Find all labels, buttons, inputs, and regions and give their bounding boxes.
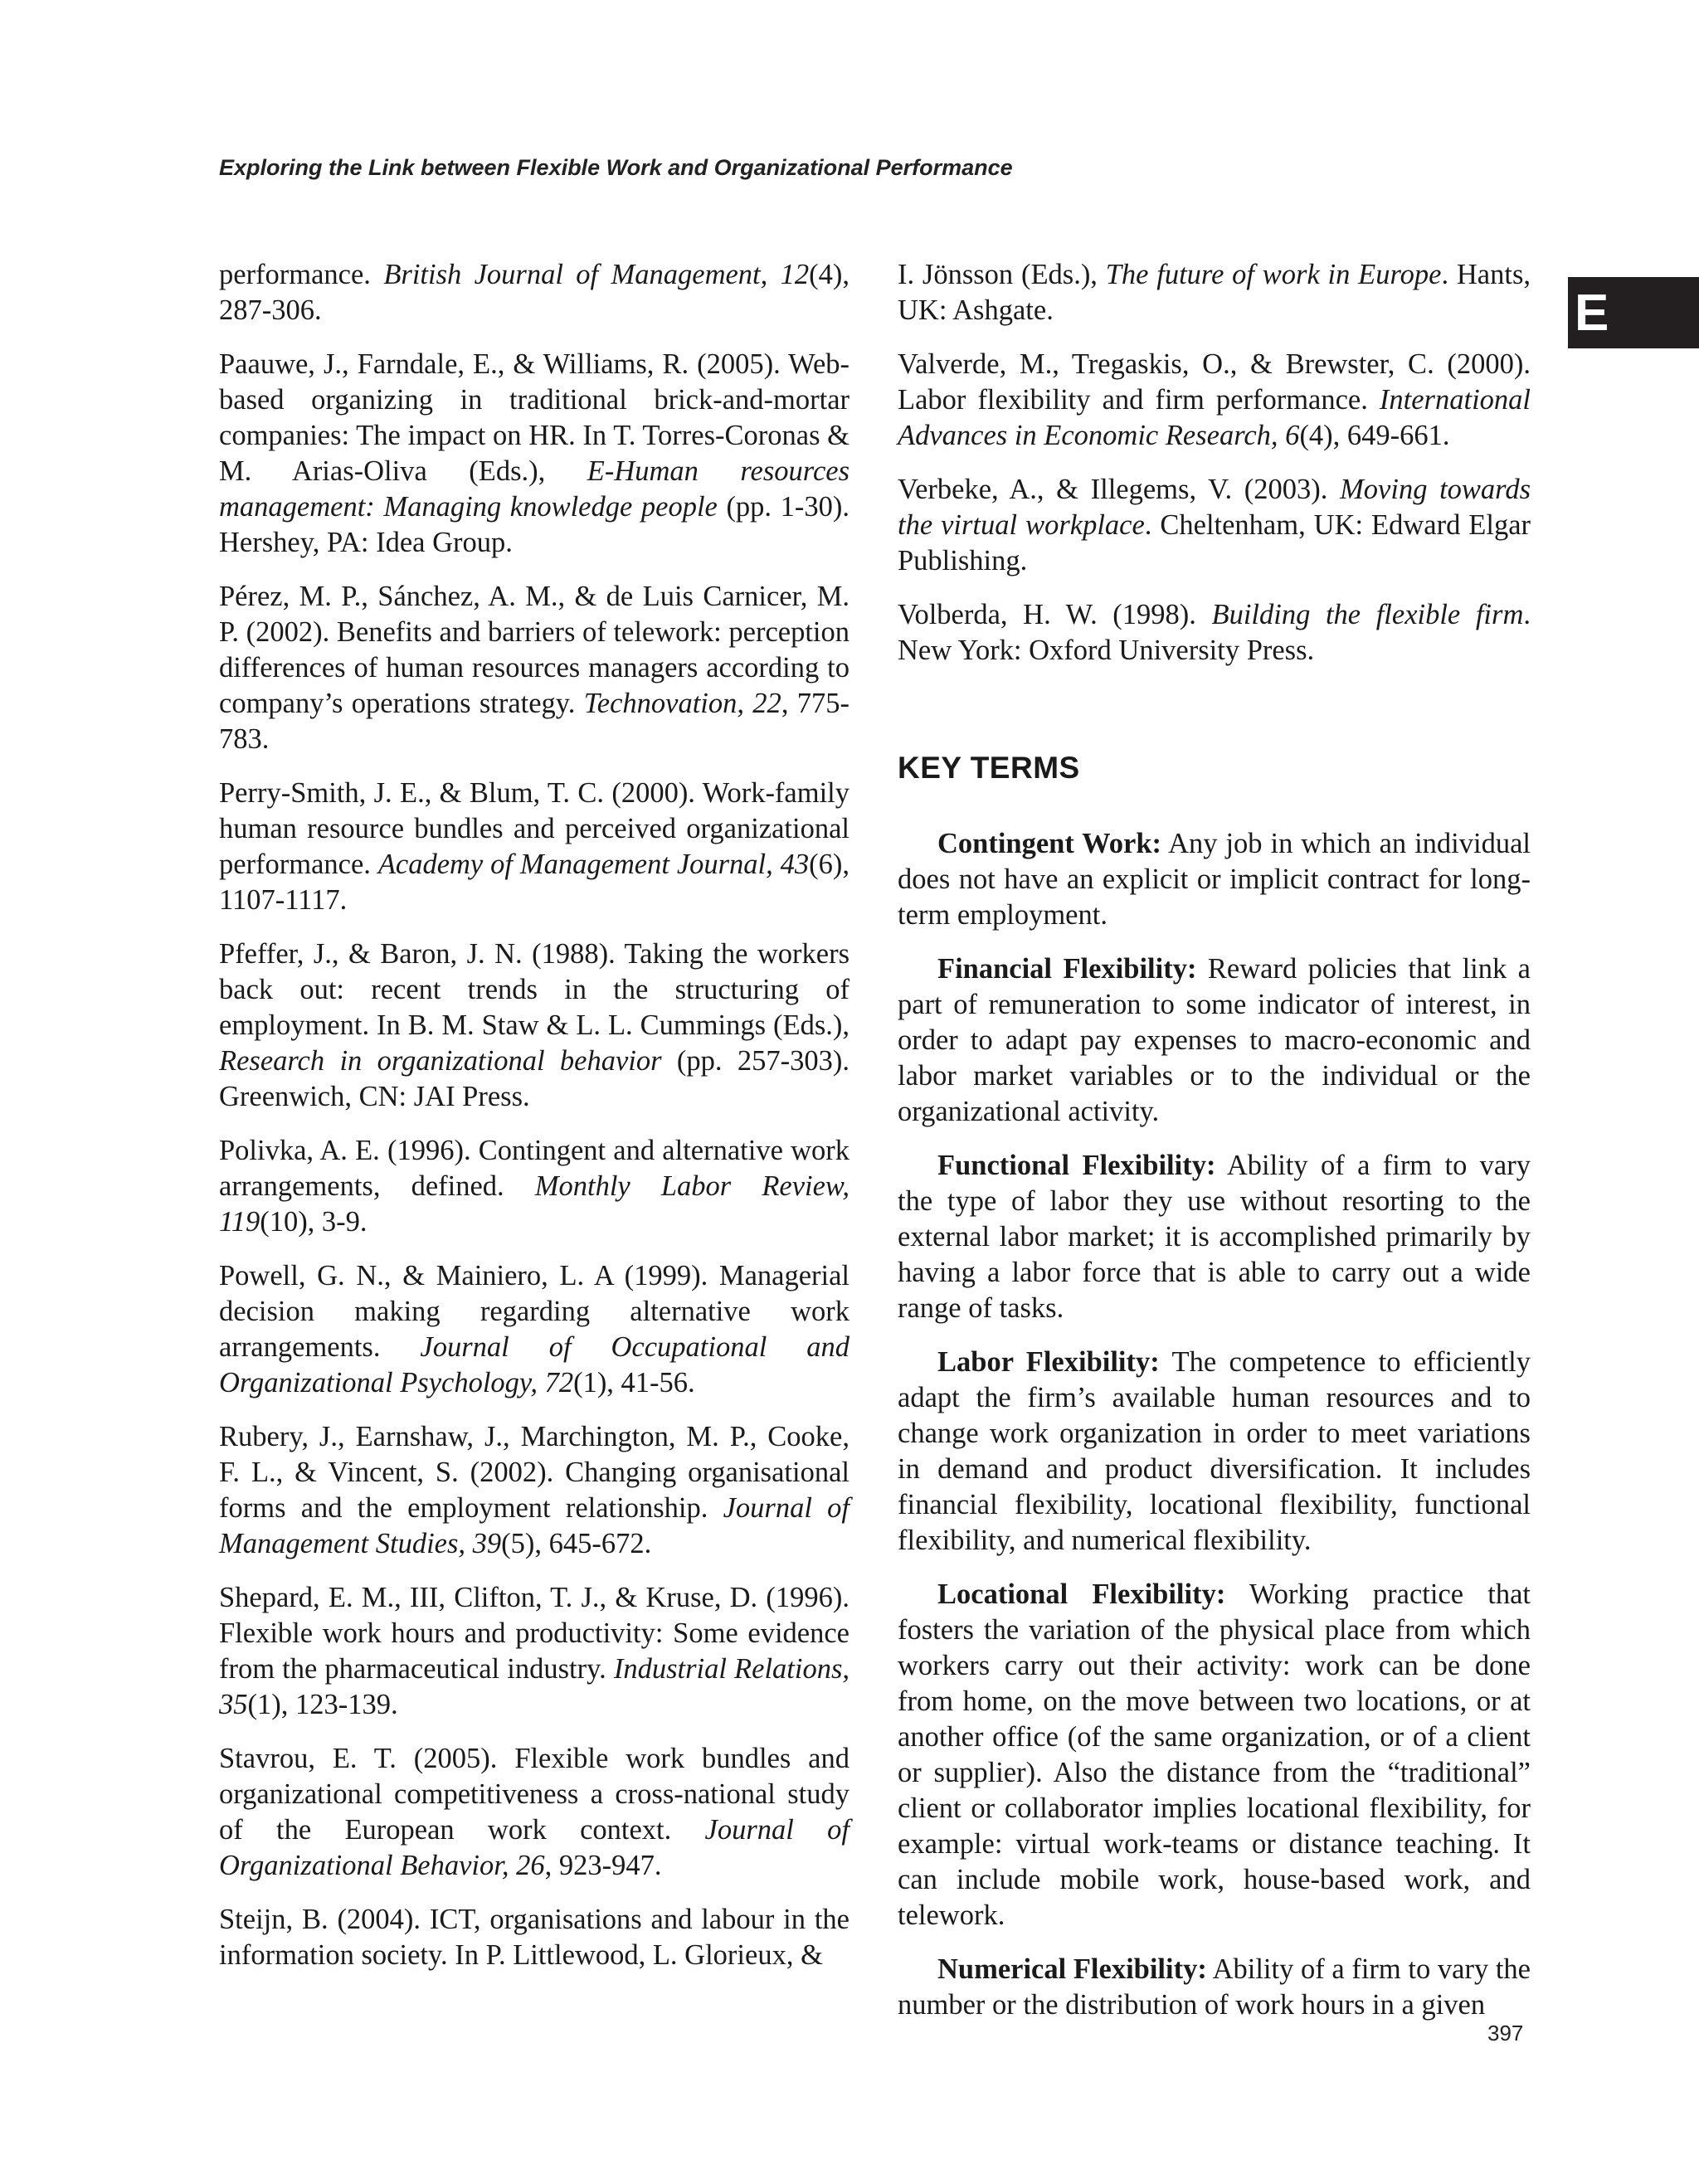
key-term-label: Locational Flexibility: (937, 1578, 1226, 1610)
reference-entry: Volberda, H. W. (1998). Building the flexible firm. New York: Oxford University Press. (898, 599, 1531, 666)
page-number: 397 (1487, 2021, 1524, 2045)
reference-entry: Perry-Smith, J. E., & Blum, T. C. (2000). Work-family human resource bundles and perceived organizational performance. Academy of Management Journal, 43(6), 1107-1117. (219, 777, 850, 916)
reference-entry: Rubery, J., Earnshaw, J., Marchington, M. P., Cooke, F. L., & Vincent, S. (2002). Changing organisational forms and the employment relationship. Journal of Management Studies, 39(5), 645-672. (219, 1421, 850, 1559)
reference-entry: Stavrou, E. T. (2005). Flexible work bundles and organizational competitiveness a cross-national study of the European work context. Journal of Organizational Behavior, 26, 923-947. (219, 1743, 850, 1881)
key-term-entry: Locational Flexibility: Working practice that fosters the variation of the physical place from which workers carry out their activity: work can be done from home, on the move between two locations, or at another office (of the same organization, or of a client or supplier). Also the distance from the “traditional” client or collaborator implies locational flexibility, for example: virtual work-teams or distance teaching. It can include mobile work, house-based work, and telework. (898, 1578, 1531, 1931)
running-head: Exploring the Link between Flexible Work and Organizational Performance (219, 155, 1013, 180)
reference-entry: Powell, G. N., & Mainiero, L. A (1999). Managerial decision making regarding alternative work arrangements. Journal of Occupational and Organizational Psychology, 72(1), 41-56. (219, 1260, 850, 1398)
right-column (898, 257, 1531, 2041)
section-tab: E (1568, 277, 1699, 348)
key-terms-heading: KEY TERMS (898, 751, 1080, 785)
key-term-label: Functional Flexibility: (937, 1150, 1216, 1181)
key-term-entry: Numerical Flexibility: Ability of a firm to vary the number or the distribution of work hours in a given (898, 1953, 1531, 2021)
key-term-label: Numerical Flexibility: (937, 1953, 1207, 1985)
reference-entry: Pfeffer, J., & Baron, J. N. (1988). Taking the workers back out: recent trends in the structuring of employment. In B. M. Staw & L. L. Cummings (Eds.), Research in organizational behavior (pp. 257-303). Greenwich, CN: JAI Press. (219, 938, 850, 1112)
reference-entry: Polivka, A. E. (1996). Contingent and alternative work arrangements, defined. Monthly Labor Review, 119(10), 3-9. (219, 1135, 850, 1238)
reference-entry: I. Jönsson (Eds.), The future of work in Europe. Hants, UK: Ashgate. (898, 259, 1531, 326)
references-left-column (219, 257, 850, 1992)
reference-entry: Pérez, M. P., Sánchez, A. M., & de Luis Carnicer, M. P. (2002). Benefits and barriers of telework: perception differences of human resources managers according to company’s operations strategy. Technovation, 22, 775-783. (219, 581, 850, 755)
reference-entry: Steijn, B. (2004). ICT, organisations and labour in the information society. In P. Littlewood, L. Glorieux, & (219, 1904, 850, 1971)
key-term-entry: Contingent Work: Any job in which an individual does not have an explicit or implicit contract for long-term employment. (898, 828, 1531, 931)
reference-entry: Verbeke, A., & Illegems, V. (2003). Moving towards the virtual workplace. Cheltenham, UK: Edward Elgar Publishing. (898, 474, 1531, 576)
reference-entry: Valverde, M., Tregaskis, O., & Brewster, C. (2000). Labor flexibility and firm performance. International Advances in Economic Research, 6(4), 649-661. (898, 348, 1531, 451)
key-term-label: Labor Flexibility: (937, 1346, 1160, 1378)
key-term-label: Financial Flexibility: (937, 953, 1197, 985)
reference-entry: performance. British Journal of Management, 12(4), 287-306. (219, 259, 850, 326)
key-term-entry: Functional Flexibility: Ability of a firm to vary the type of labor they use without resorting to the external labor market; it is accomplished primarily by having a labor force that is able to carry out a wide range of tasks. (898, 1150, 1531, 1324)
reference-entry: Paauwe, J., Farndale, E., & Williams, R. (2005). Web-based organizing in traditional brick-and-mortar companies: The impact on HR. In T. Torres-Coronas & M. Arias-Oliva (Eds.), E-Human resources management: Managing knowledge people (pp. 1-30). Hershey, PA: Idea Group. (219, 348, 850, 558)
key-term-entry: Financial Flexibility: Reward policies that link a part of remuneration to some indicator of interest, in order to adapt pay expenses to macro-economic and labor market variables or to the individual or the organizational activity. (898, 953, 1531, 1127)
key-term-label: Contingent Work: (937, 828, 1162, 859)
key-term-entry: Labor Flexibility: The competence to efficiently adapt the firm’s available human resources and to change work organization in order to meet variations in demand and product diversification. It includes financial flexibility, locational flexibility, functional flexibility, and numerical flexibility. (898, 1346, 1531, 1556)
reference-entry: Shepard, E. M., III, Clifton, T. J., & Kruse, D. (1996). Flexible work hours and productivity: Some evidence from the pharmaceutical industry. Industrial Relations, 35(1), 123-139. (219, 1582, 850, 1720)
